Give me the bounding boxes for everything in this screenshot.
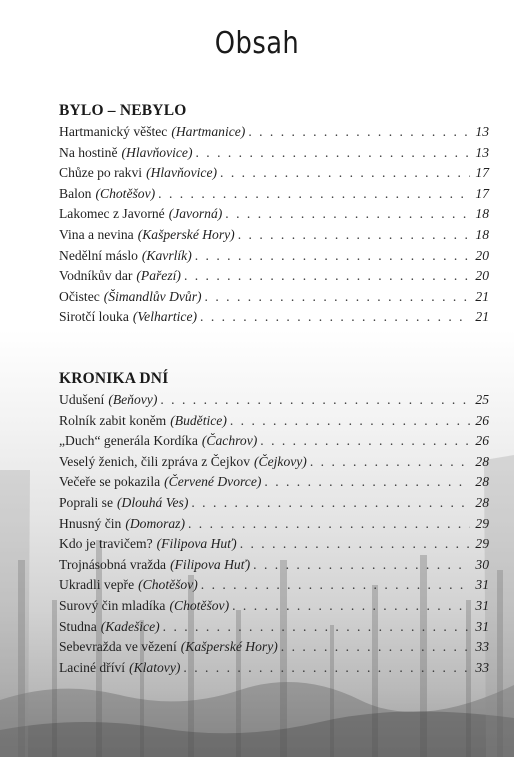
toc-entry-page-number: 31 bbox=[475, 618, 489, 634]
dot-leader bbox=[225, 204, 470, 225]
toc-entry-title: Večeře se pokazila bbox=[59, 474, 161, 490]
toc-entry-title: Hartmanický věštec bbox=[59, 124, 168, 139]
toc-entry-place: (Čejkovy) bbox=[254, 453, 307, 469]
toc-entry-page-number: 17 bbox=[475, 165, 489, 181]
toc-entry[interactable] bbox=[59, 287, 489, 308]
toc-entry-title: Nedělní máslo bbox=[59, 247, 138, 263]
toc-entry[interactable] bbox=[59, 122, 489, 143]
dot-leader bbox=[160, 390, 470, 411]
toc-section-bylo-nebylo bbox=[59, 100, 489, 328]
toc-entry[interactable] bbox=[59, 204, 489, 225]
toc-entry-title: Laciné dříví bbox=[59, 659, 126, 675]
toc-entry-place: (Chotěšov) bbox=[169, 597, 230, 613]
toc-entry[interactable] bbox=[59, 575, 489, 596]
toc-entry[interactable] bbox=[59, 658, 489, 679]
toc-entry-title: Poprali se bbox=[59, 494, 113, 510]
toc-entry-place: (Dlouhá Ves) bbox=[117, 494, 189, 510]
toc-entry-page-number: 18 bbox=[475, 226, 489, 242]
toc-entry[interactable] bbox=[59, 637, 489, 658]
toc-entry-title: Trojnásobná vražda bbox=[59, 556, 167, 572]
toc-entry-page-number: 20 bbox=[475, 268, 489, 284]
toc-entry[interactable] bbox=[59, 555, 489, 576]
toc-entry-title: Sebevražda ve vězení bbox=[59, 639, 177, 655]
toc-entry-place: (Domoraz) bbox=[125, 515, 185, 531]
toc-entry-page-number: 28 bbox=[475, 474, 489, 490]
toc-entry[interactable] bbox=[59, 307, 489, 328]
dot-leader bbox=[230, 411, 470, 432]
toc-entry-page-number: 26 bbox=[475, 433, 489, 449]
toc-entry-page-number: 33 bbox=[475, 659, 489, 675]
dot-leader bbox=[238, 225, 470, 246]
toc-entry[interactable] bbox=[59, 452, 489, 473]
dot-leader bbox=[232, 596, 470, 617]
toc-entry-page-number: 17 bbox=[475, 185, 489, 201]
toc-entry-place: (Kašperské Hory) bbox=[180, 639, 278, 655]
dot-leader bbox=[205, 287, 470, 308]
toc-entry[interactable] bbox=[59, 246, 489, 267]
toc-entry-place: (Čachrov) bbox=[201, 433, 258, 449]
toc-entry-place: (Hartmanice) bbox=[171, 124, 246, 139]
toc-entry-place: (Chotěšov) bbox=[95, 185, 156, 201]
toc-section-kronika-dni bbox=[59, 368, 489, 678]
toc-entry-title: Vodníkův dar bbox=[59, 268, 133, 284]
toc-entry-page-number: 26 bbox=[475, 412, 489, 428]
dot-leader bbox=[195, 143, 470, 164]
toc-entry-place: (Červené Dvorce) bbox=[164, 474, 262, 490]
dot-leader bbox=[248, 122, 470, 143]
dot-leader bbox=[253, 555, 470, 576]
toc-entry-title: Na hostině bbox=[59, 144, 118, 160]
toc-entry-page-number: 29 bbox=[475, 515, 489, 531]
toc-entry-title: Balon bbox=[59, 185, 92, 201]
toc-entry-title: Hnusný čin bbox=[59, 515, 122, 531]
dot-leader bbox=[163, 617, 470, 638]
page-title: Obsah bbox=[214, 26, 300, 61]
toc-entry-title: Sirotčí louka bbox=[59, 309, 129, 325]
toc-entry[interactable] bbox=[59, 225, 489, 246]
toc-entry-page-number: 13 bbox=[475, 144, 489, 160]
toc-entry-list bbox=[59, 390, 489, 678]
toc-entry-place: (Velhartice) bbox=[132, 309, 198, 325]
dot-leader bbox=[184, 266, 470, 287]
toc-entry-title: Lakomec z Javorné bbox=[59, 206, 165, 222]
toc-entry-title: „Duch“ generála Kordíka bbox=[59, 433, 198, 449]
toc-entry[interactable] bbox=[59, 596, 489, 617]
toc-entry-place: (Klatovy) bbox=[129, 659, 181, 675]
toc-entry-title: Vina a nevina bbox=[59, 226, 134, 242]
toc-entry-title: Kdo je travičem? bbox=[59, 536, 153, 552]
toc-entry-page-number: 28 bbox=[475, 453, 489, 469]
dot-leader bbox=[158, 184, 470, 205]
toc-entry-title: Chůze po rakvi bbox=[59, 165, 143, 181]
toc-entry-title: Studna bbox=[59, 618, 97, 634]
toc-entry-page-number: 30 bbox=[475, 556, 489, 572]
toc-entry-page-number: 21 bbox=[475, 288, 489, 304]
toc-entry-page-number: 29 bbox=[475, 536, 489, 552]
dot-leader bbox=[191, 493, 470, 514]
toc-entry-place: (Beňovy) bbox=[108, 392, 158, 407]
toc-entry-title: Ukradli vepře bbox=[59, 577, 135, 593]
toc-entry-title: Udušení bbox=[59, 392, 105, 407]
toc-entry[interactable] bbox=[59, 617, 489, 638]
toc-entry[interactable] bbox=[59, 163, 489, 184]
toc-entry-place: (Filipova Huť) bbox=[156, 536, 237, 552]
section-heading: BYLO – NEBYLO bbox=[59, 102, 187, 119]
toc-entry-place: (Kašperské Hory) bbox=[137, 226, 235, 242]
toc-entry-page-number: 20 bbox=[475, 247, 489, 263]
toc-entry[interactable] bbox=[59, 411, 489, 432]
toc-entry[interactable] bbox=[59, 143, 489, 164]
toc-entry-place: (Kadešice) bbox=[100, 618, 160, 634]
toc-entry[interactable] bbox=[59, 431, 489, 452]
toc-entry-page-number: 33 bbox=[475, 639, 489, 655]
toc-entry-list bbox=[59, 122, 489, 328]
toc-entry-page-number: 28 bbox=[475, 494, 489, 510]
toc-entry[interactable] bbox=[59, 514, 489, 535]
dot-leader bbox=[195, 246, 470, 267]
toc-entry-place: (Filipova Huť) bbox=[170, 556, 251, 572]
toc-entry[interactable] bbox=[59, 266, 489, 287]
toc-entry-place: (Hlavňovice) bbox=[121, 144, 193, 160]
dot-leader bbox=[220, 163, 470, 184]
toc-entry-place: (Budětice) bbox=[170, 412, 227, 428]
toc-entry[interactable] bbox=[59, 493, 489, 514]
toc-entry-page-number: 21 bbox=[475, 309, 489, 325]
dot-leader bbox=[188, 514, 470, 535]
toc-entry[interactable] bbox=[59, 390, 489, 411]
toc-entry-title: Rolník zabit koněm bbox=[59, 412, 167, 428]
toc-entry-place: (Chotěšov) bbox=[138, 577, 198, 593]
dot-leader bbox=[281, 637, 470, 658]
toc-entry-title: Veselý ženich, čili zpráva z Čejkov bbox=[59, 453, 250, 469]
toc-entry-place: (Šimandlův Dvůr) bbox=[103, 288, 202, 304]
toc-entry[interactable] bbox=[59, 184, 489, 205]
toc-entry[interactable] bbox=[59, 534, 489, 555]
toc-entry-place: (Pařezí) bbox=[136, 268, 181, 284]
toc-entry-place: (Hlavňovice) bbox=[146, 165, 218, 181]
dot-leader bbox=[240, 534, 470, 555]
toc-entry-title: Surový čin mladíka bbox=[59, 597, 166, 613]
toc-entry[interactable] bbox=[59, 472, 489, 493]
toc-entry-title: Očistec bbox=[59, 288, 100, 304]
toc-entry-page-number: 18 bbox=[475, 206, 489, 222]
dot-leader bbox=[201, 575, 470, 596]
toc-entry-place: (Kavrlík) bbox=[141, 247, 192, 263]
dot-leader bbox=[310, 452, 470, 473]
toc-entry-page-number: 31 bbox=[475, 577, 489, 593]
toc-entry-page-number: 25 bbox=[475, 392, 489, 407]
toc-entry-page-number: 13 bbox=[475, 124, 489, 139]
dot-leader bbox=[183, 658, 470, 679]
dot-leader bbox=[264, 472, 470, 493]
dot-leader bbox=[260, 431, 470, 452]
dot-leader bbox=[200, 307, 470, 328]
toc-entry-page-number: 31 bbox=[475, 597, 489, 613]
toc-entry-place: (Javorná) bbox=[168, 206, 223, 222]
section-heading: KRONIKA DNÍ bbox=[59, 370, 169, 387]
